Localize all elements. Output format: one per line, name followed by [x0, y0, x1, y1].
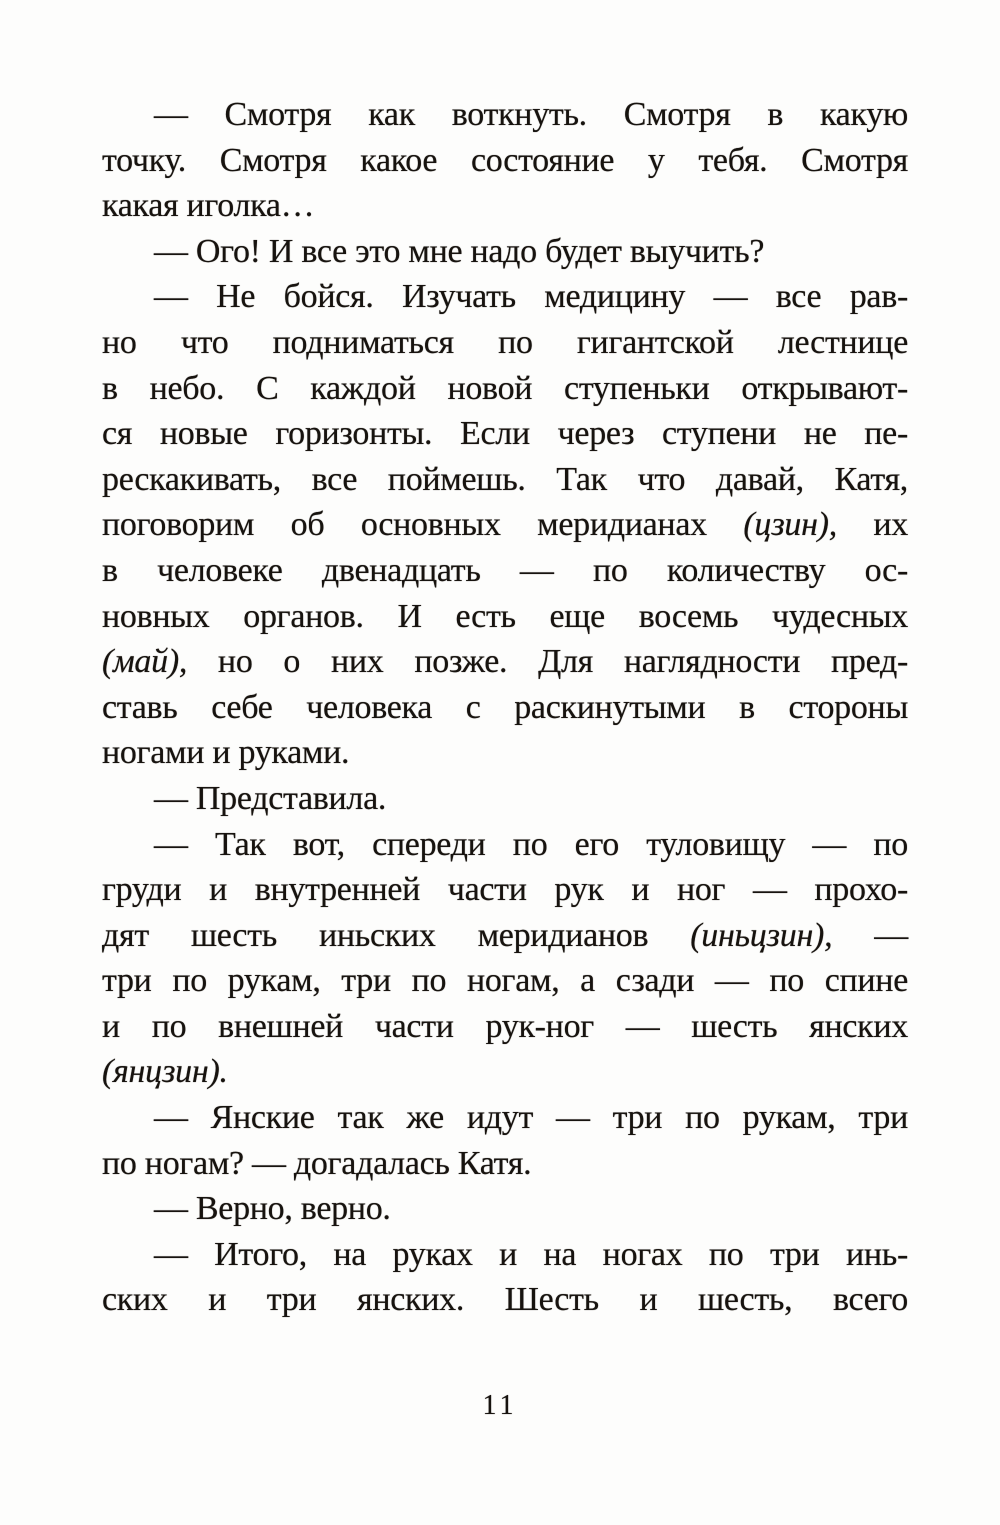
text-line [102, 1095, 908, 1141]
text-line [102, 730, 908, 776]
text-block [102, 92, 908, 1323]
text-segment: — Представила. [154, 779, 387, 817]
text-line [102, 1049, 908, 1095]
text-line [102, 958, 908, 1004]
text-line [102, 92, 908, 138]
text-line [102, 776, 908, 822]
text-segment: ставь себе человека с раскинутыми в стороны [102, 688, 908, 726]
text-segment: — [832, 916, 908, 954]
text-line [102, 502, 908, 548]
text-line [102, 867, 908, 913]
italic-term: (янцзин). [102, 1053, 228, 1091]
text-segment: какая иголка… [102, 187, 315, 225]
text-segment: — Янские так же идут — три по рукам, три [154, 1099, 908, 1137]
text-segment: — Не бойся. Изучать медицину — все рав- [154, 278, 908, 316]
text-segment: по ногам? — догадалась Катя. [102, 1144, 532, 1182]
italic-term: (иньцзин), [690, 916, 833, 954]
text-segment: поговорим об основных меридианах [102, 506, 744, 544]
text-line [102, 1004, 908, 1050]
italic-term: (цзин), [743, 506, 837, 544]
text-line [102, 411, 908, 457]
text-segment: — Так вот, спереди по его туловищу — по [154, 825, 908, 863]
text-segment: новных органов. И есть еще восемь чудесных [102, 597, 908, 635]
text-line [102, 822, 908, 868]
italic-term: (май), [102, 643, 188, 681]
text-segment: но что подниматься по гигантской лестнице [102, 323, 908, 361]
text-line [102, 1277, 908, 1323]
text-segment: рескакивать, все поймешь. Так что давай, Катя, [102, 460, 908, 498]
text-segment: — Смотря как воткнуть. Смотря в какую [154, 96, 908, 133]
text-segment: — Ого! И все это мне надо будет выучить? [154, 232, 765, 270]
page-number: 11 [482, 1390, 518, 1421]
text-line [102, 1186, 908, 1232]
text-segment: — Верно, верно. [154, 1190, 391, 1228]
text-segment: но о них позже. Для наглядности пред- [187, 643, 908, 681]
text-segment: груди и внутренней части рук и ног — прохо- [102, 871, 908, 909]
text-segment: дят шесть иньских меридианов [102, 916, 691, 954]
text-line [102, 548, 908, 594]
text-segment: их [836, 506, 908, 544]
text-line [102, 183, 908, 229]
text-segment: — Итого, на руках и на ногах по три инь- [154, 1235, 908, 1273]
text-line [102, 457, 908, 503]
text-line [102, 274, 908, 320]
text-segment: точку. Смотря какое состояние у тебя. Смотря [102, 141, 908, 179]
text-line [102, 229, 908, 275]
text-segment: ских и три янских. Шесть и шесть, всего [102, 1281, 908, 1319]
text-segment: три по рукам, три по ногам, а сзади — по спине [102, 962, 908, 1000]
text-line [102, 639, 908, 685]
text-segment: в небо. С каждой новой ступеньки открывают- [102, 369, 908, 407]
text-line [102, 138, 908, 184]
text-segment: и по внешней части рук-ног — шесть янских [102, 1007, 908, 1045]
text-line [102, 366, 908, 412]
text-line [102, 1232, 908, 1278]
text-line [102, 320, 908, 366]
text-line [102, 685, 908, 731]
text-line [102, 913, 908, 959]
text-line [102, 594, 908, 640]
text-segment: ногами и руками. [102, 734, 350, 772]
text-segment: ся новые горизонты. Если через ступени не пе- [102, 415, 908, 453]
text-segment: в человеке двенадцать — по количеству ос- [102, 551, 908, 589]
text-line [102, 1141, 908, 1187]
